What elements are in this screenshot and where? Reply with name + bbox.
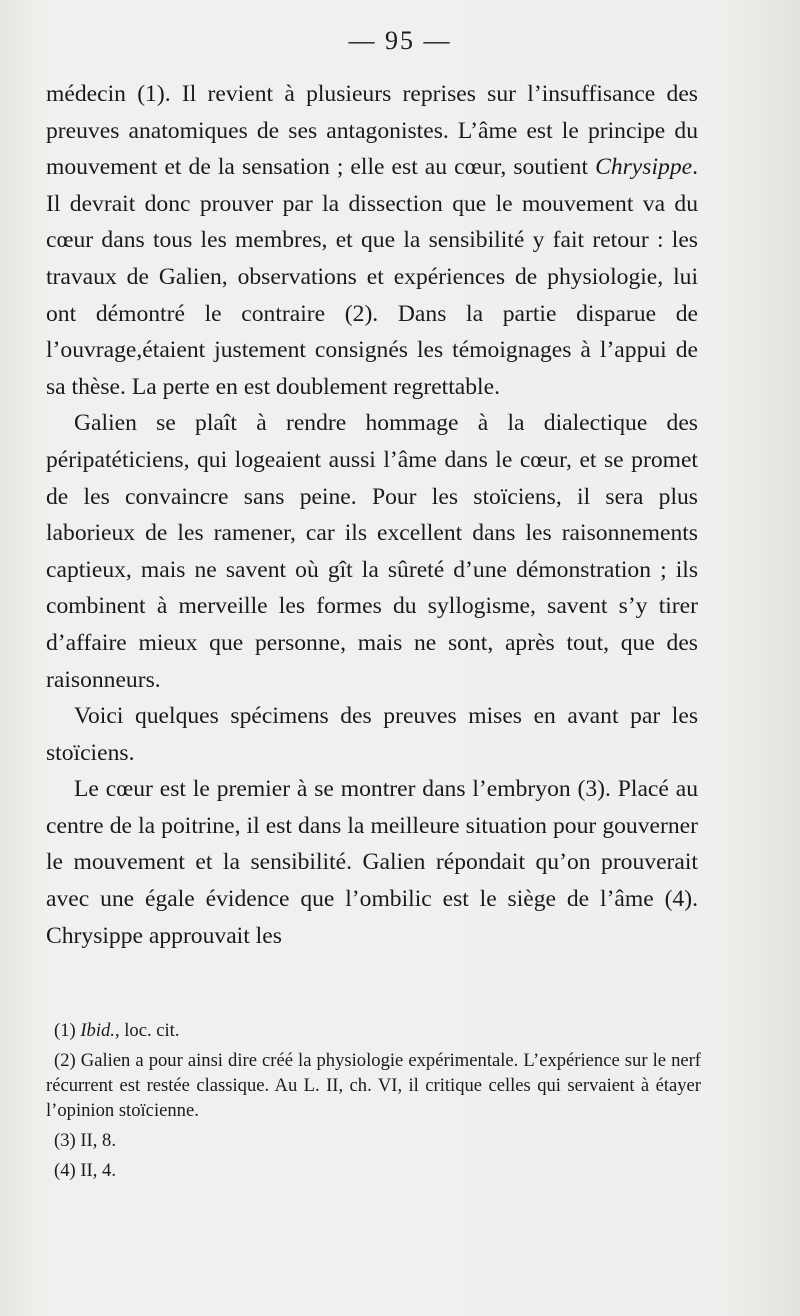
- footnote-3-text: II, 8.: [80, 1130, 116, 1151]
- paragraph-3: Voici quelques spécimens des preuves mises en avant par les stoïciens.: [46, 703, 698, 766]
- page-number: — 95 —: [348, 26, 452, 55]
- paragraph-4: Le cœur est le premier à se montrer dans l’embryon (3). Placé au centre de la poitrine, il est dans la meilleure situation pour gouverner le mouvement et la sensibilité. Galien répondait qu’on prouverait avec une égale évidence que l’ombilic est le siège de l’âme (4). Chrysippe approuvait les: [46, 776, 698, 949]
- footnote-4-number: (4): [54, 1160, 76, 1181]
- paragraph-1-text-a: médecin (1). Il revient à plusieurs reprises sur l’insuffisance des preuves anatomiques de ses antagonistes. L’âme est le principe du mouvement et de la sensation ; elle est au cœur, soutient: [46, 81, 698, 181]
- paragraph-1: [46, 76, 698, 405]
- footnote-4-text: II, 4.: [80, 1160, 116, 1181]
- footnote-2-text: Galien a pour ainsi dire créé la physiologie expérimentale. L’expérience sur le nerf récurrent est restée classique. Au L. II, ch. VI, il critique celles qui servaient à étayer l’opinion stoïcienne.: [46, 1050, 701, 1121]
- paragraph-1-italic: Chrysippe: [595, 154, 693, 181]
- footnote-2-number: (2): [54, 1050, 76, 1071]
- footnote-1-italic: Ibid.: [80, 1020, 115, 1041]
- paragraph-1-text-b: . Il devrait donc prouver par la dissection que le mouvement va du cœur dans tous les membres, et que la sensibilité y fait retour : les travaux de Galien, observations et expériences de physiologie, lui ont démontré le contraire (2). Dans la partie disparue de l’ouvrage,étaient justement consignés les témoignages à l’appui de sa thèse. La perte en est doublement regrettable.: [46, 154, 698, 400]
- footnotes: [46, 1018, 701, 1188]
- footnote-1: [46, 1018, 701, 1043]
- footnote-1-number: (1): [54, 1020, 76, 1041]
- footnote-2: [46, 1048, 701, 1123]
- footnote-4: [46, 1158, 701, 1183]
- footnote-3: [46, 1128, 701, 1153]
- footnote-3-number: (3): [54, 1130, 76, 1151]
- main-text: [46, 76, 698, 954]
- footnote-1-text: , loc. cit.: [114, 1020, 180, 1041]
- paragraph-2: Galien se plaît à rendre hommage à la dialectique des péripatéticiens, qui logeaient aussi l’âme dans le cœur, et se promet de les convaincre sans peine. Pour les stoïciens, il sera plus laborieux de les ramener, car ils excellent dans les raisonnements captieux, mais ne savent où gît la sûreté d’une démonstration ; ils combinent à merveille les formes du syllogisme, savent s’y tirer d’affaire mieux que personne, mais ne sont, après tout, que des raisonneurs.: [46, 410, 698, 693]
